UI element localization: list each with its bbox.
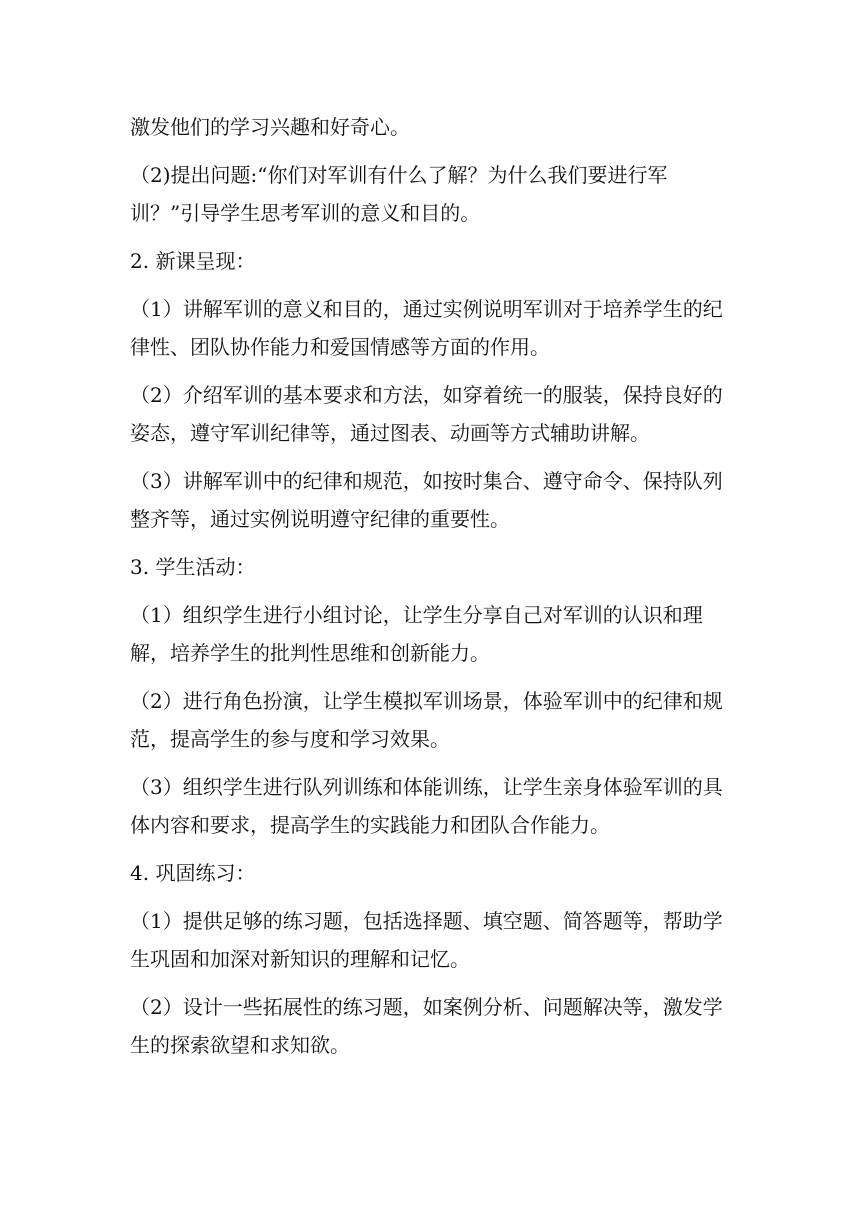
paragraph: （1）讲解军训的意义和目的，通过实例说明军训对于培养学生的纪律性、团队协作能力和爱国情感等方面的作用。 <box>130 297 723 359</box>
paragraph: （2）介绍军训的基本要求和方法，如穿着统一的服装，保持良好的姿态，遵守军训纪律等，通过图表、动画等方式辅助讲解。 <box>130 383 723 445</box>
paragraph: （2)提出问题:“你们对军训有什么了解？为什么我们要进行军训？”引导学生思考军训的意义和目的。 <box>130 163 668 225</box>
document-body <box>130 108 730 1074</box>
paragraph: （1）提供足够的练习题，包括选择题、填空题、简答题等，帮助学生巩固和加深对新知识的理解和记忆。 <box>130 909 723 971</box>
paragraph: （1）组织学生进行小组讨论，让学生分享自己对军训的认识和理解，培养学生的批判性思维和创新能力。 <box>130 603 703 665</box>
paragraph: 激发他们的学习兴趣和好奇心。 <box>130 115 410 139</box>
paragraph: （3）组织学生进行队列训练和体能训练，让学生亲身体验军训的具体内容和要求，提高学生的实践能力和团队合作能力。 <box>130 775 723 837</box>
paragraph: （2）进行角色扮演，让学生模拟军训场景，体验军训中的纪律和规范，提高学生的参与度和学习效果。 <box>130 689 723 751</box>
section-heading: 2. 新课呈现： <box>130 249 256 273</box>
section-heading: 3. 学生活动： <box>130 555 256 579</box>
section-heading: 4. 巩固练习： <box>130 861 256 885</box>
paragraph: （3）讲解军训中的纪律和规范，如按时集合、遵守命令、保持队列整齐等，通过实例说明遵守纪律的重要性。 <box>130 469 723 531</box>
paragraph: （2）设计一些拓展性的练习题，如案例分析、问题解决等，激发学生的探索欲望和求知欲。 <box>130 995 723 1057</box>
